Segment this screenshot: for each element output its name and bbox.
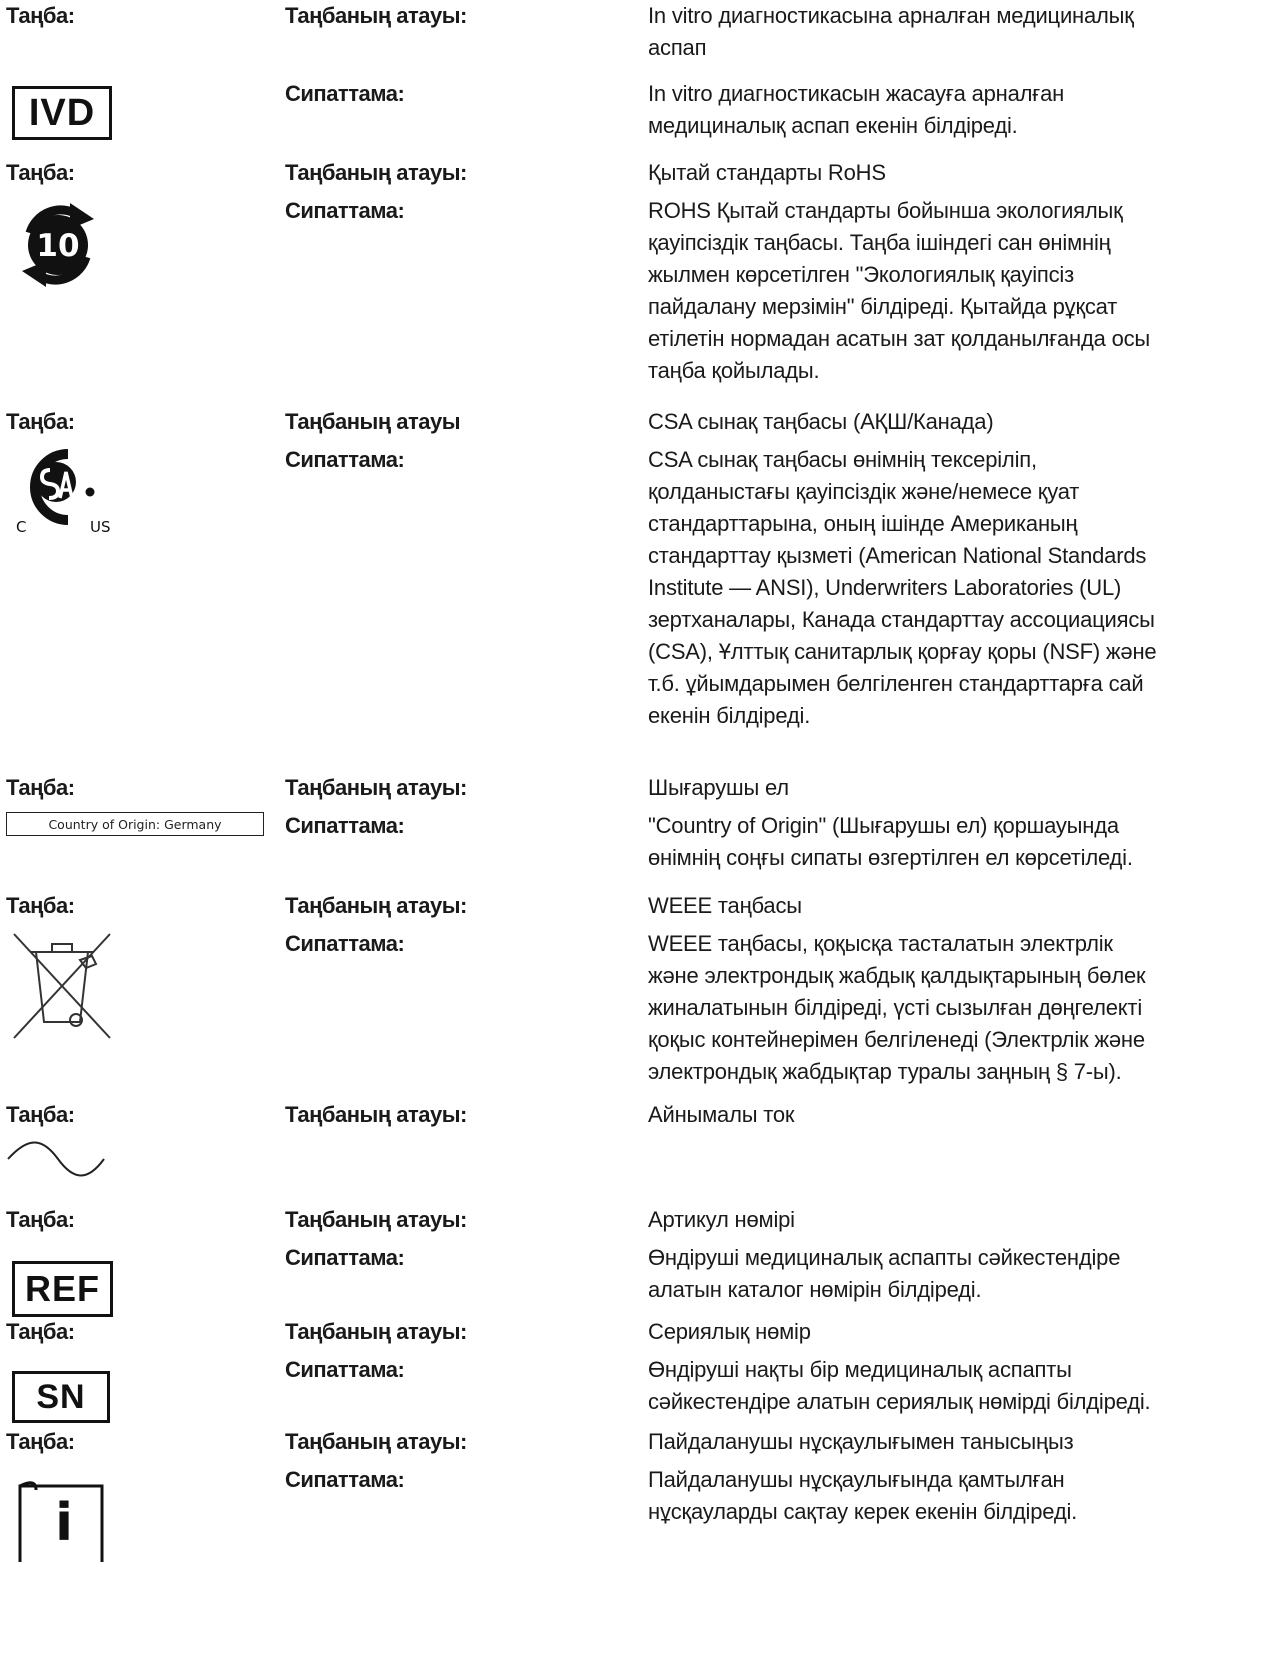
symbol-name-label: Таңбаның атауы:: [285, 1319, 467, 1344]
symbol-description-label: Сипаттама:: [285, 931, 405, 956]
symbol-description-line: CSA сынақ таңбасы өнімнің тексеріліп,: [648, 447, 1037, 472]
symbol-description-line: WEEE таңбасы, қоқысқа тасталатын электрлік: [648, 931, 1113, 956]
symbol-name-line: Пайдаланушы нұсқаулығымен танысыңыз: [648, 1429, 1074, 1454]
symbol-description-label: Сипаттама:: [285, 81, 405, 106]
symbol-description-line: Institute — ANSI), Underwriters Laboratories (UL): [648, 575, 1122, 600]
symbol-description-label: Сипаттама:: [285, 813, 405, 838]
symbol-description-label: Сипаттама:: [285, 198, 405, 223]
symbol-description-line: Өндіруші медициналық аспапты сәйкестендіре: [648, 1245, 1121, 1270]
symbol-description-line: алатын каталог нөмірін білдіреді.: [648, 1277, 982, 1302]
symbol-description-line: (CSA), Ұлттық санитарлық қорғау қоры (NSF) және: [648, 639, 1157, 664]
symbol-description-line: етілетін нормадан асатын зат қолданылғанда осы: [648, 326, 1151, 351]
symbol-description-line: жиналатынын білдіреді, үсті сызылған дөңгелекті: [648, 995, 1143, 1020]
symbol-name-line: Қытай стандарты RoHS: [648, 160, 886, 185]
symbol-description-line: нұсқауларды сақтау керек екенін білдіреді.: [648, 1499, 1078, 1524]
symbol-label: Таңба:: [6, 893, 75, 918]
symbol-name-label: Таңбаның атауы:: [285, 1207, 467, 1232]
ivd-box-icon: IVD: [12, 86, 112, 140]
ref-box-icon: REF: [12, 1261, 113, 1317]
symbol-description-label: Сипаттама:: [285, 1245, 405, 1270]
symbol-description-label: Сипаттама:: [285, 1467, 405, 1492]
symbol-name-label: Таңбаның атауы:: [285, 1429, 467, 1454]
symbol-label: Таңба:: [6, 1429, 75, 1454]
symbol-name-label: Таңбаның атауы:: [285, 1102, 467, 1127]
rohs-10-icon: [8, 195, 108, 295]
symbol-name-line: Шығарушы ел: [648, 775, 789, 800]
symbol-name-line: WEEE таңбасы: [648, 893, 802, 918]
consult-instructions-icon: [6, 1478, 116, 1563]
symbol-label: Таңба:: [6, 1207, 75, 1232]
symbol-description-line: екенін білдіреді.: [648, 703, 811, 728]
symbol-description-line: жылмен көрсетілген "Экологиялық қауіпсіз: [648, 262, 1074, 287]
symbol-description-line: Өндіруші нақты бір медициналық аспапты: [648, 1357, 1072, 1382]
symbol-description-line: зертханалары, Канада стандарттау ассоциациясы: [648, 607, 1155, 632]
symbol-name-line: CSA сынақ таңбасы (АҚШ/Канада): [648, 409, 994, 434]
symbol-description-line: т.б. ұйымдарымен белгіленген стандарттарға сай: [648, 671, 1144, 696]
symbol-name-line: Айнымалы ток: [648, 1102, 795, 1127]
symbol-name-label: Таңбаның атауы:: [285, 893, 467, 918]
symbol-description-line: қолданыстағы қауіпсіздік және/немесе қуат: [648, 479, 1080, 504]
symbol-description-line: стандарттарына, оның ішінде Американың: [648, 511, 1078, 536]
alternating-current-icon: [6, 1139, 106, 1179]
country-of-origin-box: Country of Origin: Germany: [6, 812, 264, 836]
symbol-name-line: Сериялық нөмір: [648, 1319, 811, 1344]
symbol-description-line: қоқыс контейнерімен белгіленеді (Электрлік және: [648, 1027, 1145, 1052]
symbol-name-label: Таңбаның атауы:: [285, 160, 467, 185]
symbol-label: Таңба:: [6, 775, 75, 800]
symbol-description-line: ROHS Қытай стандарты бойынша экологиялық: [648, 198, 1123, 223]
symbol-description-line: электрондық жабдықтар туралы заңның § 7-ы).: [648, 1059, 1122, 1084]
symbol-label: Таңба:: [6, 160, 75, 185]
symbol-name-line: Артикул нөмірі: [648, 1207, 795, 1232]
symbol-description-line: таңба қойылады.: [648, 358, 820, 383]
symbol-description-line: қауіпсіздік таңбасы. Таңба ішіндегі сан өнімнің: [648, 230, 1111, 255]
symbol-description-line: Пайдаланушы нұсқаулығында қамтылған: [648, 1467, 1065, 1492]
weee-crossed-bin-icon: [6, 926, 116, 1041]
csa-us-icon: [6, 446, 126, 536]
symbol-label: Таңба:: [6, 3, 75, 28]
symbol-description-line: медициналық аспап екенін білдіреді.: [648, 113, 1018, 138]
rohs-number: 10: [36, 228, 80, 264]
symbol-name-label: Таңбаның атауы: [285, 409, 460, 434]
symbol-description-line: пайдалану мерзімін" білдіреді. Қытайда рұқсат: [648, 294, 1118, 319]
symbol-name-line: In vitro диагностикасына арналған медициналық: [648, 3, 1134, 28]
csa-c-label: C: [16, 518, 27, 536]
sn-box-icon: SN: [12, 1371, 110, 1423]
symbol-description-line: "Country of Origin" (Шығарушы ел) қоршауында: [648, 813, 1119, 838]
symbol-name-label: Таңбаның атауы:: [285, 3, 467, 28]
symbol-description-line: In vitro диагностикасын жасауға арналған: [648, 81, 1065, 106]
info-letter: i: [55, 1493, 73, 1553]
symbol-description-label: Сипаттама:: [285, 447, 405, 472]
symbol-description-line: стандарттау қызметі (American National Standards: [648, 543, 1147, 568]
symbol-label: Таңба:: [6, 1102, 75, 1127]
symbol-description-line: және электрондық жабдық қалдықтарының бөлек: [648, 963, 1146, 988]
symbol-name-line: аспап: [648, 35, 707, 60]
symbol-description-label: Сипаттама:: [285, 1357, 405, 1382]
csa-us-label: US: [90, 518, 111, 536]
symbol-description-line: сәйкестендіре алатын сериялық нөмірді білдіреді.: [648, 1389, 1151, 1414]
symbol-label: Таңба:: [6, 409, 75, 434]
symbol-name-label: Таңбаның атауы:: [285, 775, 467, 800]
symbol-description-line: өнімнің соңғы сипаты өзгертілген ел көрсетіледі.: [648, 845, 1133, 870]
symbol-label: Таңба:: [6, 1319, 75, 1344]
